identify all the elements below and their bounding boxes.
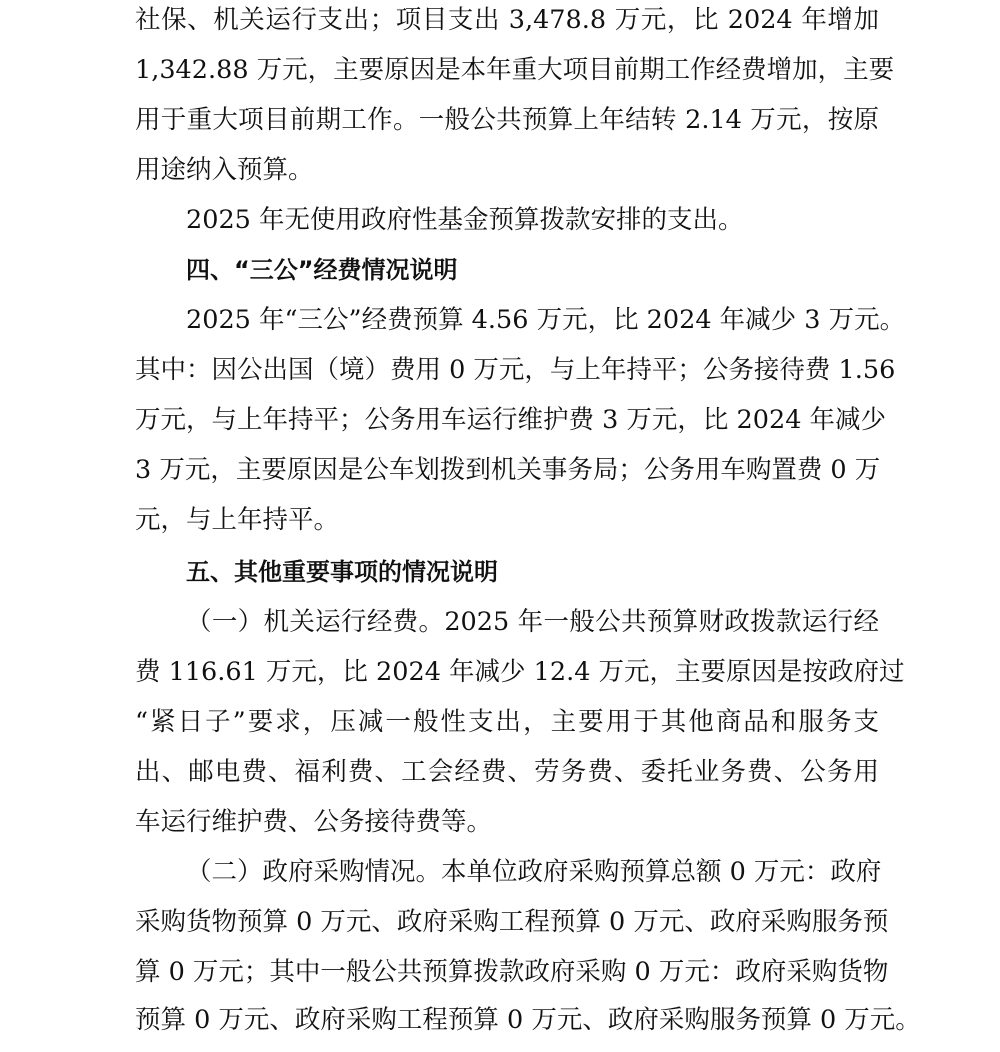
section-heading: 五、其他重要事项的情况说明	[186, 558, 498, 586]
paragraph-line: 2025 年“三公”经费预算 4.56 万元，比 2024 年减少 3 万元。	[186, 305, 906, 335]
paragraph-line: 社保、机关运行支出；项目支出 3,478.8 万元，比 2024 年增加	[135, 5, 879, 35]
paragraph-line: 预算 0 万元、政府采购工程预算 0 万元、政府采购服务预算 0 万元。	[135, 1005, 921, 1035]
paragraph-line: “紧日子”要求，压减一般性支出，主要用于其他商品和服务支	[135, 707, 879, 737]
paragraph-line: 元，与上年持平。	[135, 505, 340, 535]
paragraph-line: 费 116.61 万元，比 2024 年减少 12.4 万元，主要原因是按政府过	[135, 657, 905, 687]
section-heading: 四、“三公”经费情况说明	[186, 256, 458, 284]
paragraph-line: 用途纳入预算。	[135, 155, 314, 185]
paragraph-line: 1,342.88 万元，主要原因是本年重大项目前期工作经费增加，主要	[135, 55, 895, 85]
paragraph-line: 2025 年无使用政府性基金预算拨款安排的支出。	[186, 205, 744, 235]
paragraph-line: （一）机关运行经费。2025 年一般公共预算财政拨款运行经	[186, 607, 879, 637]
paragraph-line: 3 万元，主要原因是公车划拨到机关事务局；公务用车购置费 0 万	[135, 455, 881, 485]
paragraph-line: 其中：因公出国（境）费用 0 万元，与上年持平；公务接待费 1.56	[135, 355, 896, 385]
paragraph-line: 车运行维护费、公务接待费等。	[135, 807, 493, 837]
paragraph-line: 用于重大项目前期工作。一般公共预算上年结转 2.14 万元，按原	[135, 105, 879, 135]
paragraph-line: 采购货物预算 0 万元、政府采购工程预算 0 万元、政府采购服务预	[135, 907, 889, 937]
paragraph-line: 算 0 万元；其中一般公共预算拨款政府采购 0 万元：政府采购货物	[135, 957, 889, 987]
paragraph-line: 出、邮电费、福利费、工会经费、劳务费、委托业务费、公务用	[135, 757, 879, 787]
paragraph-line: （二）政府采购情况。本单位政府采购预算总额 0 万元：政府	[186, 857, 882, 887]
paragraph-line: 万元，与上年持平；公务用车运行维护费 3 万元，比 2024 年减少	[135, 405, 887, 435]
